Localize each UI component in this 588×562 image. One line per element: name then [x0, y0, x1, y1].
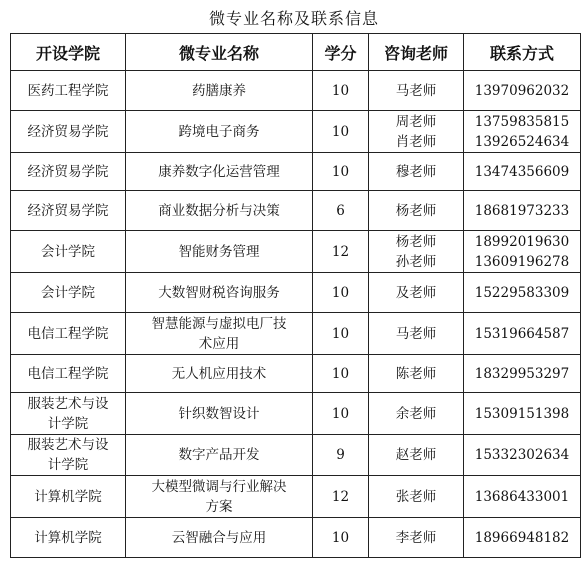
phone-cell — [464, 355, 581, 393]
college-cell — [11, 476, 126, 518]
table-row — [11, 111, 581, 153]
credits-cell-line: 9 — [336, 447, 345, 463]
credits-cell-line: 10 — [331, 284, 350, 301]
credits-cell — [313, 435, 369, 476]
header-college: 开设学院 — [11, 34, 126, 71]
credits-cell — [313, 191, 369, 231]
advisor-cell-line: 穆老师 — [395, 163, 437, 180]
credits-cell-line: 10 — [331, 82, 350, 99]
phone-cell — [464, 191, 581, 231]
advisor-cell-line: 张老师 — [395, 488, 437, 505]
college-cell-line: 电信工程学院 — [27, 325, 109, 342]
advisor-cell — [369, 393, 464, 435]
credits-cell — [313, 313, 369, 355]
advisor-cell-line: 周老师 — [395, 113, 437, 130]
college-cell — [11, 153, 126, 191]
phone-cell-line: 15229583309 — [474, 284, 570, 301]
advisor-cell — [369, 153, 464, 191]
credits-cell-line: 10 — [331, 325, 350, 342]
phone-cell-line: 18329953297 — [474, 365, 570, 382]
table-row — [11, 71, 581, 111]
advisor-cell — [369, 518, 464, 558]
credits-cell-line: 10 — [331, 163, 350, 180]
phone-cell — [464, 231, 581, 273]
college-cell-line: 经济贸易学院 — [27, 123, 109, 140]
major-cell — [126, 313, 313, 355]
college-cell — [11, 435, 126, 476]
advisor-cell — [369, 313, 464, 355]
phone-cell — [464, 476, 581, 518]
advisor-cell-line: 孙老师 — [395, 253, 437, 270]
college-cell-line: 计算机学院 — [34, 529, 102, 546]
table-row — [11, 153, 581, 191]
advisor-cell-line: 李老师 — [395, 529, 437, 546]
phone-cell — [464, 393, 581, 435]
college-cell — [11, 71, 126, 111]
credits-cell-line: 6 — [336, 202, 345, 219]
phone-cell-line: 13609196278 — [474, 253, 570, 270]
major-cell — [126, 71, 313, 111]
major-cell-line: 大模型微调与行业解决 — [151, 478, 287, 495]
phone-cell-line: 13686433001 — [474, 488, 570, 505]
credits-cell-line: 12 — [331, 488, 350, 505]
major-cell — [126, 273, 313, 313]
phone-cell-line: 13474356609 — [474, 163, 570, 180]
advisor-cell — [369, 273, 464, 313]
major-cell-line: 术应用 — [198, 335, 240, 352]
advisor-cell-line: 肖老师 — [395, 133, 437, 150]
credits-cell-line: 10 — [331, 529, 350, 546]
header-advisor: 咨询老师 — [369, 34, 464, 71]
advisor-cell — [369, 71, 464, 111]
advisor-cell-line: 陈老师 — [395, 365, 437, 382]
major-cell — [126, 231, 313, 273]
college-cell-line: 电信工程学院 — [27, 365, 109, 382]
advisor-cell-line: 杨老师 — [395, 202, 437, 219]
advisor-cell-line: 及老师 — [395, 284, 437, 301]
college-cell-line: 计学院 — [47, 415, 89, 432]
major-cell — [126, 435, 313, 476]
phone-cell — [464, 153, 581, 191]
major-cell — [126, 518, 313, 558]
major-cell-line: 大数智财税咨询服务 — [158, 284, 280, 301]
major-cell-line: 跨境电子商务 — [178, 123, 260, 140]
credits-cell — [313, 355, 369, 393]
major-cell-line: 云智融合与应用 — [171, 529, 267, 546]
college-cell — [11, 273, 126, 313]
credits-cell-line: 10 — [331, 405, 350, 422]
phone-cell-line: 13926524634 — [474, 133, 570, 150]
college-cell — [11, 111, 126, 153]
college-cell-line: 经济贸易学院 — [27, 163, 109, 180]
credits-cell-line: 10 — [331, 365, 350, 382]
major-cell — [126, 355, 313, 393]
college-cell-line: 服装艺术与设 — [27, 395, 109, 412]
major-cell — [126, 191, 313, 231]
table-row — [11, 435, 581, 476]
advisor-cell-line: 马老师 — [395, 82, 437, 99]
credits-cell — [313, 153, 369, 191]
phone-cell — [464, 273, 581, 313]
major-cell-line: 智慧能源与虚拟电厂技 — [151, 315, 287, 332]
college-cell-line: 经济贸易学院 — [27, 202, 109, 219]
college-cell — [11, 393, 126, 435]
phone-cell — [464, 71, 581, 111]
advisor-cell-line: 杨老师 — [395, 233, 437, 250]
college-cell-line: 计算机学院 — [34, 488, 102, 505]
table-row — [11, 476, 581, 518]
table-row — [11, 518, 581, 558]
table-body — [11, 71, 581, 558]
header-credits: 学分 — [313, 34, 369, 71]
major-cell-line: 商业数据分析与决策 — [158, 202, 280, 219]
credits-cell — [313, 393, 369, 435]
phone-cell-line: 15332302634 — [474, 447, 570, 463]
college-cell-line: 服装艺术与设 — [27, 437, 109, 453]
header-contact: 联系方式 — [464, 34, 581, 71]
micro-major-table — [10, 33, 581, 558]
major-cell-line: 无人机应用技术 — [171, 365, 267, 382]
advisor-cell — [369, 111, 464, 153]
table-row — [11, 393, 581, 435]
table-row — [11, 313, 581, 355]
table-row — [11, 273, 581, 313]
major-cell-line: 针织数智设计 — [178, 405, 260, 422]
table-row — [11, 355, 581, 393]
major-cell-line: 方案 — [205, 498, 233, 515]
college-cell — [11, 231, 126, 273]
advisor-cell-line: 马老师 — [395, 325, 437, 342]
header-major: 微专业名称 — [126, 34, 313, 71]
major-cell — [126, 393, 313, 435]
credits-cell-line: 12 — [331, 243, 350, 260]
credits-cell-line: 10 — [331, 123, 350, 140]
advisor-cell — [369, 435, 464, 476]
credits-cell — [313, 231, 369, 273]
advisor-cell — [369, 355, 464, 393]
college-cell-line: 医药工程学院 — [27, 82, 109, 99]
college-cell-line: 会计学院 — [41, 243, 95, 260]
table-row — [11, 231, 581, 273]
phone-cell-line: 13759835815 — [474, 113, 570, 130]
college-cell — [11, 313, 126, 355]
advisor-cell-line: 余老师 — [395, 405, 437, 422]
college-cell — [11, 355, 126, 393]
major-cell-line: 智能财务管理 — [178, 243, 260, 260]
advisor-cell — [369, 231, 464, 273]
credits-cell — [313, 111, 369, 153]
major-cell-line: 康养数字化运营管理 — [158, 163, 280, 180]
college-cell-line: 计学院 — [47, 457, 89, 473]
header-row — [11, 34, 581, 71]
advisor-cell — [369, 191, 464, 231]
college-cell-line: 会计学院 — [41, 284, 95, 301]
credits-cell — [313, 71, 369, 111]
phone-cell — [464, 313, 581, 355]
major-cell-line: 数字产品开发 — [178, 447, 260, 463]
credits-cell — [313, 518, 369, 558]
phone-cell-line: 18681973233 — [474, 202, 570, 219]
document-title: 微专业名称及联系信息 — [208, 9, 379, 28]
phone-cell — [464, 435, 581, 476]
major-cell — [126, 153, 313, 191]
phone-cell — [464, 111, 581, 153]
college-cell — [11, 518, 126, 558]
college-cell — [11, 191, 126, 231]
phone-cell-line: 15319664587 — [474, 325, 570, 342]
phone-cell — [464, 518, 581, 558]
major-cell-line: 药膳康养 — [192, 82, 246, 99]
phone-cell-line: 18992019630 — [474, 233, 570, 250]
credits-cell — [313, 476, 369, 518]
phone-cell-line: 13970962032 — [474, 82, 570, 99]
credits-cell — [313, 273, 369, 313]
table-row — [11, 191, 581, 231]
advisor-cell — [369, 476, 464, 518]
phone-cell-line: 15309151398 — [474, 405, 570, 422]
major-cell — [126, 111, 313, 153]
advisor-cell-line: 赵老师 — [395, 447, 437, 463]
major-cell — [126, 476, 313, 518]
phone-cell-line: 18966948182 — [474, 529, 570, 546]
